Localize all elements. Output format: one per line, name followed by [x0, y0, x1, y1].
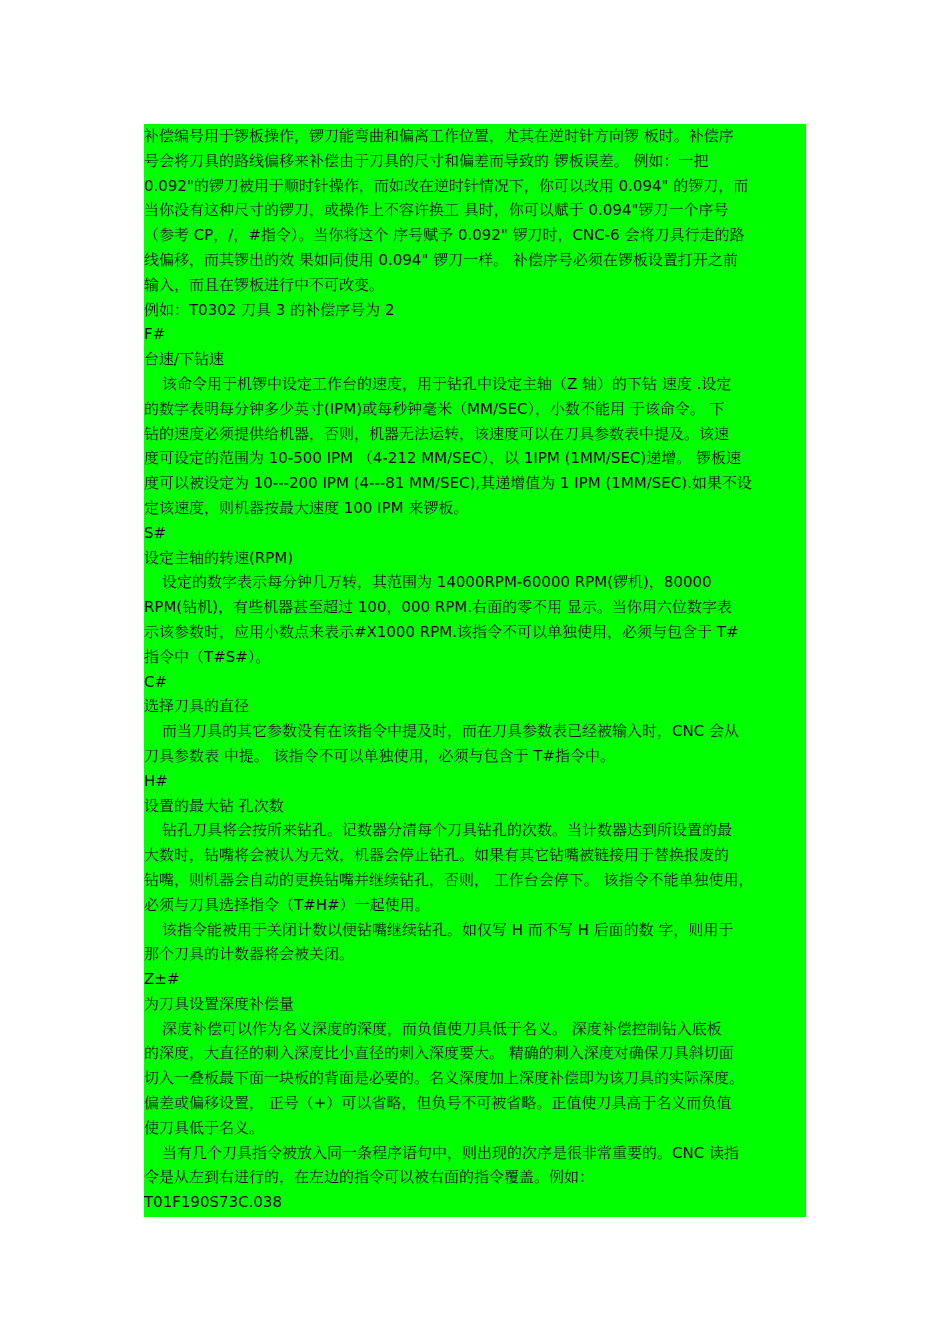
text-line: 的深度，大直径的刺入深度比小直径的刺入深度要大。 精确的刺入深度对确保刀具斜切面 [144, 1044, 734, 1063]
text-line: 钻嘴，则机器会自动的更换钻嘴并继续钻孔，否则， 工作台会停下。 该指令不能单独使用， [144, 870, 754, 889]
text-line: 0.092"的锣刀被用于顺时针操作，而如改在逆时针情况下，你可以改用 0.094" 的锣刀，而 [144, 176, 749, 195]
text-line: 台速/下钻速 [144, 350, 225, 369]
text-line: T01F190S73C.038 [144, 1193, 282, 1212]
text-line: 必须与刀具选择指令（T#H#）一起使用。 [144, 895, 430, 914]
text-line: Z±# [144, 970, 180, 989]
text-line: 该指令能被用于关闭计数以便钻嘴继续钻孔。如仅写 H 而不写 H 后面的数 字，则用于 [162, 920, 734, 939]
text-line: 钻孔刀具将会按所来钻孔。记数器分清每个刀具钻孔的次数。当计数器达到所设置的最 [162, 821, 733, 840]
text-line: F# [144, 325, 166, 344]
text-line: 而当刀具的其它参数没有在该指令中提及时，而在刀具参数表已经被输入时，CNC 会从 [162, 722, 739, 741]
text-line: 使刀具低于名义。 [144, 1118, 265, 1137]
text-line: 设定的数字表示每分钟几万转，其范围为 14000RPM-60000 RPM(锣机)，80000 [162, 573, 712, 592]
text-line: 输入，而且在锣板进行中不可改变。 [144, 275, 385, 294]
text-line: 为刀具设置深度补偿量 [144, 994, 295, 1013]
text-line: 设置的最大钻 孔次数 [144, 796, 284, 815]
text-line: 例如：T0302 刀具 3 的补偿序号为 2 [144, 300, 395, 319]
text-line: 补偿编号用于锣板操作，锣刀能弯曲和偏离工作位置，尤其在逆时针方向锣 板时。补偿序 [144, 127, 734, 145]
text-line: 偏差或偏移设置， 正号（+）可以省略，但负号不可被省略。正值使刀具高于名义而负值 [144, 1094, 732, 1113]
text-line: 线偏移，而其锣出的效 果如同使用 0.094" 锣刀一样。 补偿序号必须在锣板设置打开之前 [144, 250, 738, 269]
text-line: RPM(钻机)，有些机器甚至超过 100，000 RPM.右面的零不用 显示。当你用六位数字表 [144, 598, 732, 617]
highlighted-text-block [144, 124, 806, 1217]
text-line: 示该参数时，应用小数点来表示#X1000 RPM.该指令不可以单独使用，必须与包含于 T# [144, 622, 739, 641]
text-line: 当有几个刀具指令被放入同一条程序语句中，则出现的次序是很非常重要的。CNC 读指 [162, 1143, 739, 1162]
text-line: 设定主轴的转速(RPM) [144, 548, 294, 567]
text-line: 该命令用于机锣中设定工作台的速度，用于钻孔中设定主轴（Z 轴）的下钻 速度 .设定 [162, 374, 732, 393]
text-line: 深度补偿可以作为名义深度的深度，而负值使刀具低于名义。 深度补偿控制钻入底板 [162, 1019, 722, 1038]
text-line: 定该速度，则机器按最大速度 100 IPM 来锣板。 [144, 498, 469, 517]
text-line: 度可以被设定为 10---200 IPM (4---81 MM/SEC),其递增值为 1 IPM (1MM/SEC).如果不设 [144, 474, 752, 493]
text-line: 号会将刀具的路线偏移来补偿由于刀具的尺寸和偏差而导致的 锣板误差。 例如：一把 [144, 151, 709, 170]
text-line: 那个刀具的计数器将会被关闭。 [144, 945, 355, 964]
text-line: H# [144, 771, 168, 790]
text-line: 度可设定的范围为 10-500 IPM （4-212 MM/SEC），以 1IPM (1MM/SEC)递增。 锣板速 [144, 449, 742, 468]
text-line: 指令中（T#S#）。 [144, 647, 271, 666]
text-line: S# [144, 523, 167, 542]
text-line: 刀具参数表 中提。 该指令不可以单独使用，必须与包含于 T#指令中。 [144, 746, 616, 765]
text-line: （参考 CP，/，#指令）。当你将这个 序号赋予 0.092" 锣刀时，CNC-6 会将刀具行走的路 [144, 226, 745, 245]
text-line: 令是从左到右进行的，在左边的指令可以被右面的指令覆盖。例如： [144, 1168, 595, 1187]
text-line: 切入一叠板最下面一块板的背面是必要的。名义深度加上深度补偿即为该刀具的实际深度。 [144, 1069, 745, 1088]
text-line: 钻的速度必须提供给机器，否则，机器无法运转，该速度可以在刀具参数表中提及。该速 [144, 424, 730, 443]
text-line: C# [144, 672, 168, 691]
text-line: 大数时，钻嘴将会被认为无效，机器会停止钻孔。如果有其它钻嘴被链接用于替换报废的 [144, 846, 730, 865]
text-line: 选择刀具的直径 [144, 697, 250, 716]
text-line: 当你没有这种尺寸的锣刀，或操作上不容许换工 具时，你可以赋于 0.094"锣刀一个序号 [144, 201, 729, 220]
text-line: 的数字表明每分钟多少英寸(IPM)或每秒钟毫米（MM/SEC），小数不能用 于该命令。 下 [144, 399, 725, 418]
